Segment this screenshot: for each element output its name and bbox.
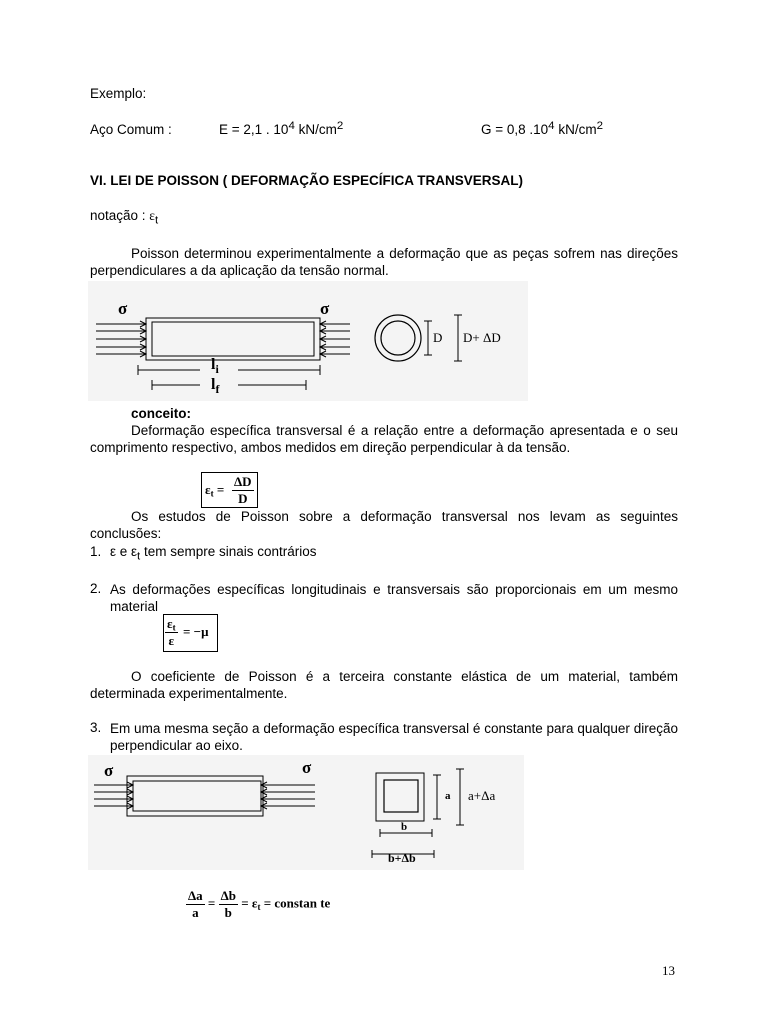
lf-label: $l_f$ bbox=[211, 376, 220, 396]
d-plus-delta-label: D+ ΔD bbox=[463, 330, 501, 345]
figure-bar-rectangular bbox=[88, 755, 524, 870]
sigma-left-label-2: σ bbox=[104, 761, 114, 780]
formula-epsilon-t bbox=[201, 472, 258, 508]
li-dimension bbox=[138, 365, 320, 375]
studies-paragraph: Os estudos de Poisson sobre a deformação transversal nos levam as seguintes conclusões: bbox=[90, 509, 678, 541]
formula-constant: $\frac{\Delta a}{a}$ = $\frac{\Delta b}{b}$ = $\varepsilon_t$ = constan te bbox=[188, 888, 331, 920]
formula-fraction-b: $\frac{\Delta b}{b}$ bbox=[220, 888, 236, 920]
bar-original bbox=[152, 322, 314, 356]
list-item-1: ε e $\varepsilon_t$ tem sempre sinais contrários bbox=[110, 544, 317, 563]
diameter-dimensions bbox=[424, 315, 462, 361]
sigma-right-label-2: σ bbox=[302, 758, 312, 777]
cross-section-outer bbox=[375, 315, 421, 361]
right-arrows-2 bbox=[261, 782, 315, 809]
bar-deformed bbox=[146, 318, 320, 360]
formula-epsilon-t-lhs: $\varepsilon_t$ = bbox=[205, 482, 225, 499]
a-plus-delta-label: a+Δa bbox=[468, 788, 496, 803]
list-item-2-number: 2. bbox=[90, 581, 102, 596]
formula-poisson-fraction: $\frac{\varepsilon_t}{\varepsilon}$ bbox=[167, 616, 176, 648]
material-label: Aço Comum : bbox=[90, 122, 172, 137]
sigma-left-label: σ bbox=[118, 299, 128, 318]
list-item-3-number: 3. bbox=[90, 720, 102, 735]
bar-original-2 bbox=[133, 781, 261, 811]
elastic-modulus: E = 2,1 . $10^4$ $kN/cm^2$ bbox=[219, 119, 344, 137]
figure-bar-rectangular-svg bbox=[88, 755, 524, 870]
d-label: D bbox=[433, 330, 443, 345]
left-arrows bbox=[96, 321, 146, 357]
section-title: VI. LEI DE POISSON ( DEFORMAÇÃO ESPECÍFICA TRANSVERSAL) bbox=[90, 173, 524, 188]
figure-bar-circular bbox=[88, 281, 528, 401]
list-item-2: As deformações específicas longitudinais e transversais são proporcionais em um mesmo material bbox=[110, 582, 678, 614]
formula-poisson-ratio bbox=[163, 614, 218, 652]
intro-paragraph: Poisson determinou experimentalmente a deformação que as peças sofrem nas direções perpendiculares a da aplicação da tensão normal. bbox=[90, 246, 678, 278]
formula-epsilon-t-fraction: $\frac{\Delta D}{D}$ bbox=[234, 474, 252, 506]
page-number: 13 bbox=[662, 963, 675, 978]
square-original bbox=[384, 780, 418, 812]
bar-deformed-2 bbox=[127, 776, 263, 816]
b-label: b bbox=[401, 821, 408, 833]
formula-poisson-rhs: = −μ bbox=[183, 624, 209, 639]
right-arrows bbox=[320, 321, 350, 357]
list-item-3: Em uma mesma seção a deformação específica transversal é constante para qualquer direção perpendicular ao eixo. bbox=[110, 721, 678, 753]
shear-modulus: G = 0,8 $.10^4$ $kN/cm^2$ bbox=[481, 119, 603, 137]
a-label: a bbox=[445, 790, 451, 802]
formula-fraction-a: $\frac{\Delta a}{a}$ bbox=[188, 888, 203, 920]
b-plus-delta-label: b+Δb bbox=[388, 851, 416, 865]
notation-line: notação : $\varepsilon_t$ bbox=[90, 208, 159, 227]
coefficient-paragraph: O coeficiente de Poisson é a terceira constante elástica de um material, também determinada experimentalmente. bbox=[90, 669, 678, 701]
concept-paragraph: Deformação específica transversal é a relação entre a deformação apresentada e o seu comprimento respectivo, ambos medidos em direção perpendicular à da tensão. bbox=[90, 423, 678, 455]
lf-dimension bbox=[152, 380, 306, 390]
figure-bar-circular-svg bbox=[88, 281, 528, 401]
list-item-1-number: 1. bbox=[90, 544, 102, 559]
li-label: $l_i$ bbox=[211, 356, 219, 376]
concept-label: conceito: bbox=[131, 406, 192, 421]
example-heading: Exemplo: bbox=[90, 86, 147, 101]
cross-section-inner bbox=[381, 321, 415, 355]
sigma-right-label: σ bbox=[320, 299, 330, 318]
